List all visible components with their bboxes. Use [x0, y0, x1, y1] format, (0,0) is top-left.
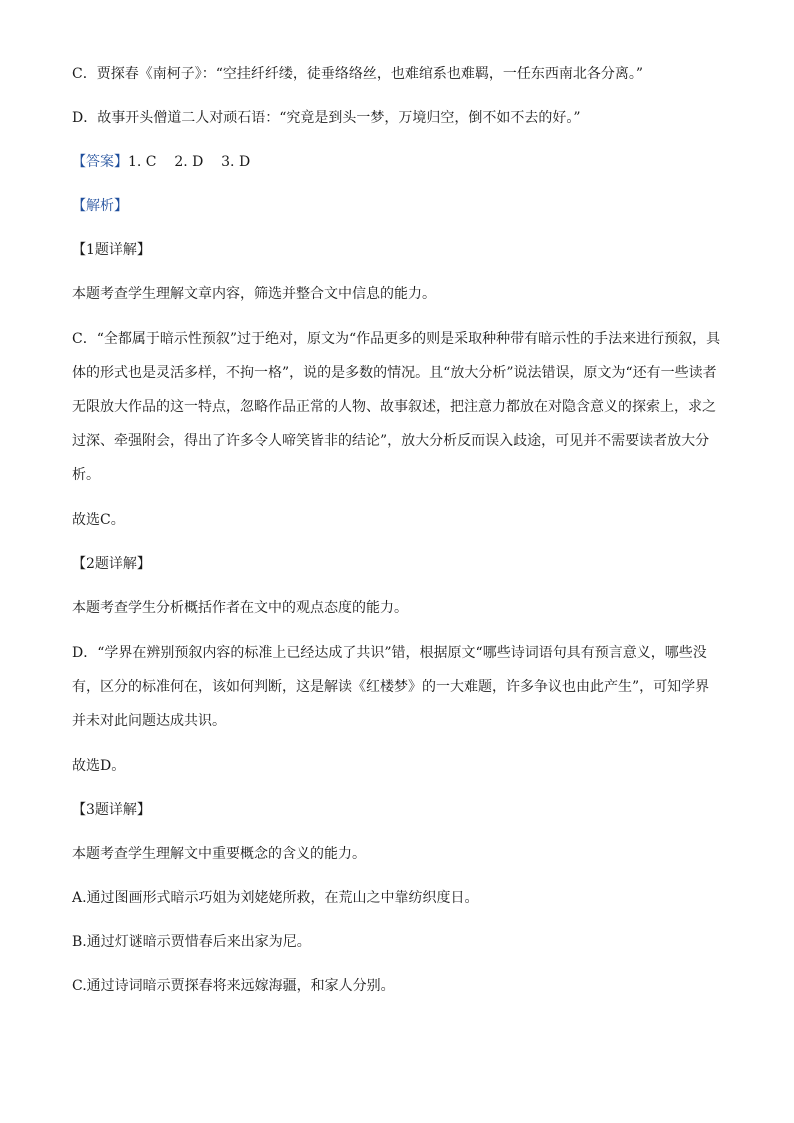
answer-label: 【答案】	[72, 154, 128, 170]
q1-body: C．“全都属于暗示性预叙”过于绝对，原文为“作品更多的则是采取种种带有暗示性的手法来进行预叙，具体的形式也是灵活多样，不拘一格”，说的是多数的情况。且“放大分析”说法错误，原文为“还有一些读者无限放大作品的这一特点，忽略作品正常的人物、故事叙述，把注意力都放在对隐含意义的探索上，求之过深、牵强附会，得出了许多令人啼笑皆非的结论”，放大分析反而误入歧途，可见并不需要读者放大分析。	[72, 331, 721, 483]
q2-intro: 本题考查学生分析概括作者在文中的观点态度的能力。	[72, 600, 408, 616]
answer-text: 1. C 2. D 3. D	[128, 154, 251, 170]
q3-heading: 【3题详解】	[72, 802, 151, 818]
option-d-quote: D．故事开头僧道二人对顽石语：“究竟是到头一梦，万境归空，倒不如不去的好。”	[72, 110, 581, 126]
answer-line	[72, 146, 722, 178]
analysis-label-text: 【解析】	[72, 198, 128, 214]
q3-option-a: A.通过图画形式暗示巧姐为刘姥姥所救，在荒山之中靠纺织度日。	[72, 890, 479, 906]
q1-choice: 故选C。	[72, 512, 125, 528]
q1-heading: 【1题详解】	[72, 242, 151, 258]
option-c-quote: C．贾探春《南柯子》：“空挂纤纤缕，徒垂络络丝，也难绾系也难羁，一任东西南北各分离。”	[72, 66, 644, 82]
q2-choice: 故选D。	[72, 758, 126, 774]
q2-body: D．“学界在辨别预叙内容的标准上已经达成了共识”错，根据原文“哪些诗词语句具有预言意义，哪些没有，区分的标准何在，该如何判断，这是解读《红楼梦》的一大难题，许多争议也由此产生”，可知学界并未对此问题达成共识。	[72, 645, 710, 729]
q1-intro: 本题考查学生理解文章内容，筛选并整合文中信息的能力。	[72, 286, 436, 302]
q3-option-c: C.通过诗词暗示贾探春将来远嫁海疆，和家人分别。	[72, 978, 395, 994]
q2-heading: 【2题详解】	[72, 556, 151, 572]
q3-intro: 本题考查学生理解文中重要概念的含义的能力。	[72, 846, 366, 862]
document-page	[72, 58, 722, 1014]
analysis-label	[72, 190, 722, 222]
q3-option-b: B.通过灯谜暗示贾惜春后来出家为尼。	[72, 934, 311, 950]
